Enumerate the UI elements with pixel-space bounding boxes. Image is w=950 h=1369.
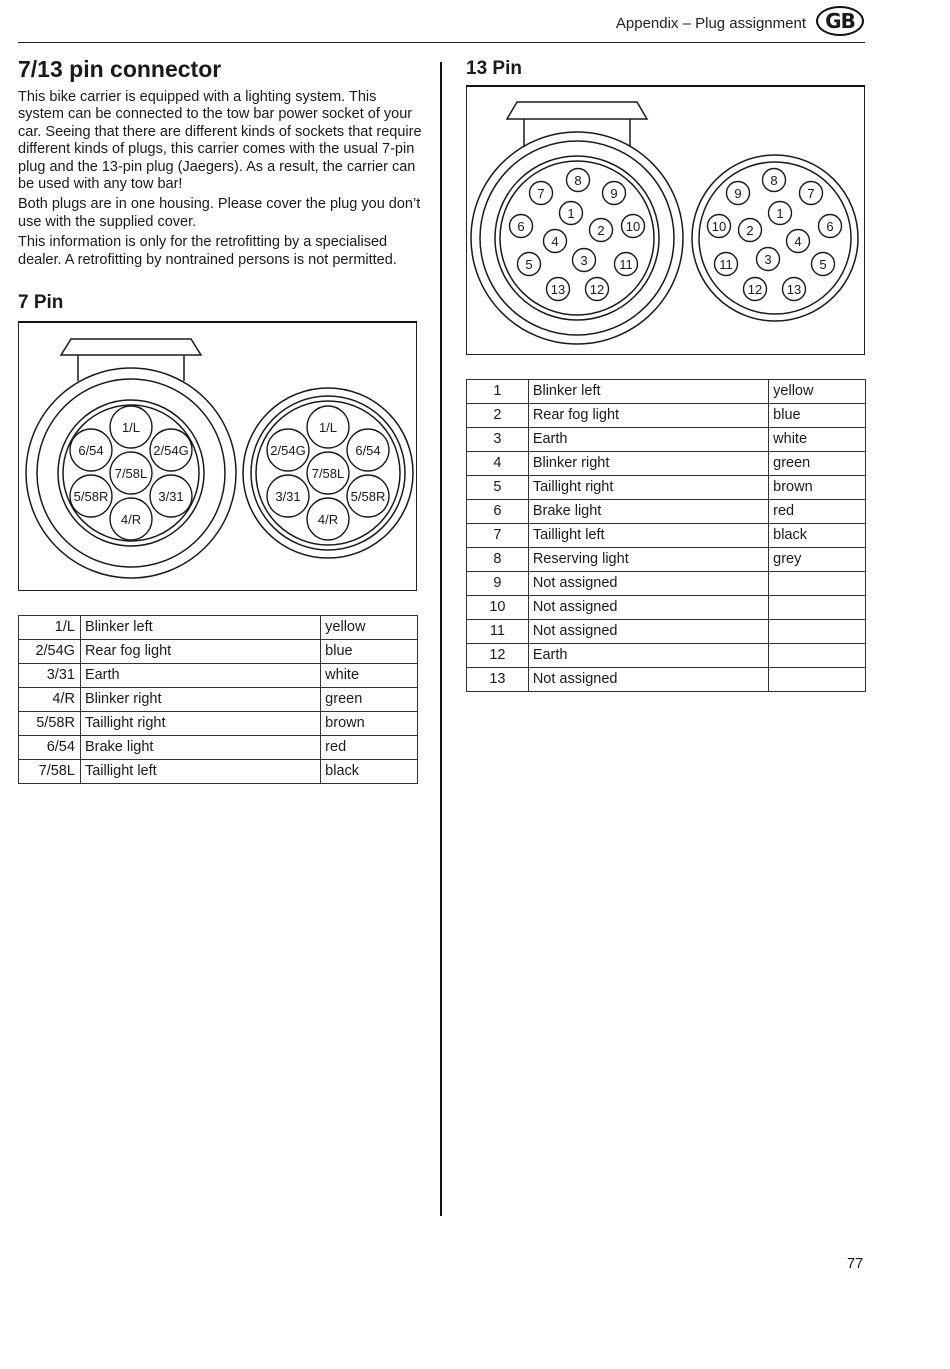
color-cell: red	[769, 500, 866, 524]
function-cell: Rear fog light	[528, 404, 768, 428]
function-cell: Not assigned	[528, 596, 768, 620]
function-cell: Reserving light	[528, 548, 768, 572]
column-divider	[440, 62, 442, 1216]
pin-cell: 3	[467, 428, 529, 452]
pin-cell: 5	[467, 476, 529, 500]
table-row	[467, 524, 866, 548]
pin-label: 6/54	[355, 443, 381, 458]
diagram-7-pin-svg	[19, 323, 416, 590]
pin-label: 5	[819, 257, 827, 272]
pin-label: 4/R	[317, 512, 339, 527]
table-row	[467, 452, 866, 476]
color-cell: blue	[321, 640, 418, 664]
table-row	[19, 664, 418, 688]
function-cell: Taillight right	[80, 712, 320, 736]
color-cell	[769, 596, 866, 620]
table-row	[19, 760, 418, 784]
table-7-pin	[18, 615, 418, 784]
pin-cell: 7/58L	[19, 760, 81, 784]
pin-label: 5	[525, 257, 533, 272]
pin-label: 2	[597, 223, 605, 238]
page-number: 77	[847, 1256, 864, 1272]
color-cell	[769, 644, 866, 668]
pin-label: 11	[619, 257, 633, 272]
pin-cell: 6/54	[19, 736, 81, 760]
pin-label: 7/58L	[311, 466, 345, 481]
pin-label: 4/R	[120, 512, 142, 527]
function-cell: Not assigned	[528, 572, 768, 596]
function-cell: Taillight right	[528, 476, 768, 500]
table-row	[467, 428, 866, 452]
pin-cell: 3/31	[19, 664, 81, 688]
running-header: Appendix – Plug assignment	[615, 15, 806, 32]
function-cell: Blinker right	[80, 688, 320, 712]
pin-cell: 11	[467, 620, 529, 644]
section-title-7-pin: 7 Pin	[18, 292, 64, 313]
pin-label: 9	[610, 186, 618, 201]
diagram-13-pin-svg	[467, 87, 864, 354]
pin-label: 12	[747, 282, 763, 297]
pin-label: 1	[776, 206, 784, 221]
table-row	[19, 736, 418, 760]
pin-label: 5/58R	[73, 489, 109, 504]
color-cell: red	[321, 736, 418, 760]
pin-label: 3	[580, 253, 588, 268]
table-row	[19, 712, 418, 736]
pin-label: 7	[807, 186, 815, 201]
pin-label: 9	[734, 186, 742, 201]
pin-label: 6/54	[78, 443, 104, 458]
pin-label: 8	[574, 173, 582, 188]
color-cell: brown	[769, 476, 866, 500]
pin-label: 8	[770, 173, 778, 188]
language-badge: GB	[816, 6, 864, 36]
color-cell: yellow	[321, 616, 418, 640]
pin-cell: 8	[467, 548, 529, 572]
pin-label: 5/58R	[350, 489, 386, 504]
pin-cell: 4/R	[19, 688, 81, 712]
table-row	[467, 668, 866, 692]
pin-label: 1	[567, 206, 575, 221]
table-row	[19, 616, 418, 640]
pin-label: 11	[719, 257, 733, 272]
pin-label: 2	[746, 223, 754, 238]
intro-paragraph: This bike carrier is equipped with a lighting system. This system can be connected to the tow bar power socket of your car. Seeing that there are different kinds of sockets that require different kinds of plugs, this carrier comes with the usual 7-pin plug and the 13-pin plug (Jaegers). As a result, the carrier can be used with any tow bar!	[18, 89, 422, 193]
color-cell	[769, 620, 866, 644]
pin-label: 2/54G	[270, 443, 306, 458]
color-cell: black	[321, 760, 418, 784]
pin-label: 7	[537, 186, 545, 201]
color-cell: grey	[769, 548, 866, 572]
pin-label: 6	[826, 219, 834, 234]
pin-label: 12	[589, 282, 605, 297]
pin-label: 13	[786, 282, 802, 297]
intro-text	[18, 89, 423, 272]
table-row	[467, 596, 866, 620]
page-title: 7/13 pin connector	[18, 56, 222, 82]
table-row	[467, 476, 866, 500]
function-cell: Blinker left	[528, 380, 768, 404]
pin-cell: 5/58R	[19, 712, 81, 736]
intro-paragraph: This information is only for the retrofitting by a specialised dealer. A retrofitting by nontrained persons is not permitted.	[18, 234, 397, 268]
color-cell	[769, 668, 866, 692]
pin-label: 10	[711, 219, 727, 234]
function-cell: Blinker right	[528, 452, 768, 476]
function-cell: Earth	[528, 644, 768, 668]
pin-label: 1/L	[121, 420, 141, 435]
pin-label: 1/L	[318, 420, 338, 435]
table-row	[467, 404, 866, 428]
section-title-13-pin: 13 Pin	[466, 58, 522, 79]
pin-cell: 1	[467, 380, 529, 404]
pin-cell: 4	[467, 452, 529, 476]
table-row	[467, 548, 866, 572]
table-13-pin	[466, 379, 866, 692]
pin-cell: 12	[467, 644, 529, 668]
table-row	[467, 644, 866, 668]
pin-cell: 6	[467, 500, 529, 524]
pin-cell: 2	[467, 404, 529, 428]
function-cell: Taillight left	[80, 760, 320, 784]
color-cell: brown	[321, 712, 418, 736]
header-rule	[18, 42, 865, 43]
table-row	[467, 572, 866, 596]
pin-label: 10	[625, 219, 641, 234]
color-cell: blue	[769, 404, 866, 428]
pin-label: 2/54G	[153, 443, 189, 458]
color-cell: white	[769, 428, 866, 452]
function-cell: Taillight left	[528, 524, 768, 548]
pin-label: 4	[551, 234, 559, 249]
function-cell: Not assigned	[528, 620, 768, 644]
function-cell: Brake light	[80, 736, 320, 760]
pin-label: 13	[550, 282, 566, 297]
function-cell: Earth	[80, 664, 320, 688]
function-cell: Blinker left	[80, 616, 320, 640]
color-cell: green	[321, 688, 418, 712]
function-cell: Brake light	[528, 500, 768, 524]
intro-paragraph: Both plugs are in one housing. Please cover the plug you don’t use with the supplied cover.	[18, 196, 421, 230]
table-row	[19, 640, 418, 664]
pin-cell: 1/L	[19, 616, 81, 640]
table-row	[467, 380, 866, 404]
pin-label: 3	[764, 252, 772, 267]
pin-cell: 13	[467, 668, 529, 692]
color-cell: yellow	[769, 380, 866, 404]
function-cell: Rear fog light	[80, 640, 320, 664]
pin-label: 3/31	[158, 489, 184, 504]
function-cell: Not assigned	[528, 668, 768, 692]
pin-label: 7/58L	[114, 466, 148, 481]
color-cell: black	[769, 524, 866, 548]
diagram-7-pin	[18, 321, 417, 591]
color-cell	[769, 572, 866, 596]
pin-label: 4	[794, 234, 802, 249]
table-row	[467, 620, 866, 644]
color-cell: green	[769, 452, 866, 476]
pin-cell: 7	[467, 524, 529, 548]
pin-cell: 9	[467, 572, 529, 596]
color-cell: white	[321, 664, 418, 688]
function-cell: Earth	[528, 428, 768, 452]
pin-cell: 10	[467, 596, 529, 620]
pin-label: 6	[517, 219, 525, 234]
pin-label: 3/31	[275, 489, 301, 504]
table-row	[19, 688, 418, 712]
pin-cell: 2/54G	[19, 640, 81, 664]
diagram-13-pin	[466, 85, 865, 355]
table-row	[467, 500, 866, 524]
